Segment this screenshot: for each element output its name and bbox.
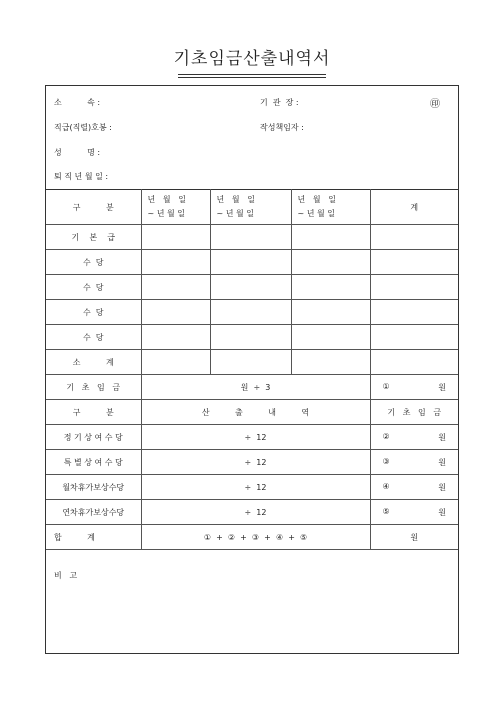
cell[interactable]	[210, 225, 291, 250]
cell[interactable]	[370, 225, 458, 250]
mark-5: ⑤	[382, 506, 390, 516]
cell[interactable]	[210, 350, 291, 375]
affiliation-label: 소 속 :	[54, 98, 101, 107]
mark-3: ③	[382, 456, 390, 466]
cell[interactable]	[141, 225, 210, 250]
preparer-label: 작성책임자 :	[260, 123, 304, 132]
period-2-start: 년 월 일	[216, 195, 255, 204]
header-gubun: 구 분	[46, 190, 141, 225]
cell[interactable]	[291, 250, 370, 275]
sum-unit: 원	[370, 525, 458, 550]
cell[interactable]	[141, 275, 210, 300]
table1-row	[46, 225, 458, 250]
cell[interactable]	[141, 350, 210, 375]
period-1-start: 년 월 일	[147, 195, 186, 204]
table2-header-row	[46, 400, 458, 425]
result-cell	[370, 500, 458, 525]
period-3-end: ~ 년 월 일	[297, 209, 336, 218]
cell[interactable]	[291, 350, 370, 375]
row-label-allowance: 수 당	[46, 325, 141, 350]
unit-won: 원	[438, 432, 446, 442]
table1-row	[46, 250, 458, 275]
table2-row	[46, 475, 458, 500]
mark-1: ①	[382, 381, 390, 391]
row-label-regular-bonus: 정 기 상 여 수 당	[46, 425, 141, 450]
formula-cell: ÷ 12	[141, 425, 370, 450]
cell[interactable]	[370, 325, 458, 350]
unit-won: 원	[438, 482, 446, 492]
seal-mark: ㊞	[430, 99, 440, 110]
row-label-allowance: 수 당	[46, 275, 141, 300]
wage-table	[46, 189, 458, 550]
name-label: 성 명 :	[54, 148, 101, 157]
unit-won: 원	[438, 457, 446, 467]
table2-header-base: 기 초 임 금	[370, 400, 458, 425]
table2-row	[46, 500, 458, 525]
title-underline-bottom	[178, 77, 326, 78]
header-period-3	[291, 190, 370, 225]
row-label-subtotal: 소 계	[46, 350, 141, 375]
cell[interactable]	[210, 250, 291, 275]
row-label-allowance: 수 당	[46, 300, 141, 325]
table2-header-gubun: 구 분	[46, 400, 141, 425]
table2-sum-row	[46, 525, 458, 550]
formula-cell: ÷ 12	[141, 450, 370, 475]
period-1-end: ~ 년 월 일	[147, 209, 186, 218]
table1-header-row	[46, 190, 458, 225]
mark-2: ②	[382, 431, 390, 441]
period-3-start: 년 월 일	[297, 195, 336, 204]
header-period-1	[141, 190, 210, 225]
base-wage-row	[46, 375, 458, 400]
cell[interactable]	[370, 350, 458, 375]
cell[interactable]	[291, 225, 370, 250]
result-cell	[370, 475, 458, 500]
sum-label: 합 계	[46, 525, 141, 550]
cell[interactable]	[210, 300, 291, 325]
unit-won: 원	[438, 382, 446, 392]
remarks-label: 비 고	[54, 571, 78, 580]
cell[interactable]	[210, 275, 291, 300]
row-label-special-bonus: 특 별 상 여 수 당	[46, 450, 141, 475]
base-wage-formula: 원 ÷ 3	[141, 375, 370, 400]
cell[interactable]	[141, 325, 210, 350]
position-grade-label: 직급(직렬)호봉 :	[54, 123, 112, 132]
title-underline-top	[178, 74, 326, 75]
cell[interactable]	[370, 275, 458, 300]
base-wage-label: 기 초 임 금	[46, 375, 141, 400]
agency-head-label: 기 관 장 :	[260, 98, 299, 107]
unit-won: 원	[438, 507, 446, 517]
table2-row	[46, 425, 458, 450]
row-label-allowance: 수 당	[46, 250, 141, 275]
formula-cell: ÷ 12	[141, 475, 370, 500]
table1-row	[46, 275, 458, 300]
row-label-annual-leave: 연차휴가보상수당	[46, 500, 141, 525]
row-label-base-pay: 기 본 급	[46, 225, 141, 250]
header-total: 계	[370, 190, 458, 225]
base-wage-result	[370, 375, 458, 400]
header-period-2	[210, 190, 291, 225]
cell[interactable]	[141, 300, 210, 325]
cell[interactable]	[291, 325, 370, 350]
formula-cell: ÷ 12	[141, 500, 370, 525]
table2-header-detail: 산 출 내 역	[141, 400, 370, 425]
table1-row	[46, 300, 458, 325]
result-cell	[370, 450, 458, 475]
period-2-end: ~ 년 월 일	[216, 209, 255, 218]
result-cell	[370, 425, 458, 450]
cell[interactable]	[370, 300, 458, 325]
form-frame	[45, 85, 459, 654]
table2-row	[46, 450, 458, 475]
mark-4: ④	[382, 481, 390, 491]
sum-formula: ① + ② + ③ + ④ + ⑤	[141, 525, 370, 550]
table1-row	[46, 325, 458, 350]
cell[interactable]	[291, 300, 370, 325]
retire-date-label: 퇴 직 년 월 일 :	[54, 172, 109, 181]
table1-row	[46, 350, 458, 375]
document-title: 기초임금산출내역서	[173, 49, 331, 69]
cell[interactable]	[291, 275, 370, 300]
cell[interactable]	[141, 250, 210, 275]
row-label-monthly-leave: 월차휴가보상수당	[46, 475, 141, 500]
cell[interactable]	[210, 325, 291, 350]
cell[interactable]	[370, 250, 458, 275]
